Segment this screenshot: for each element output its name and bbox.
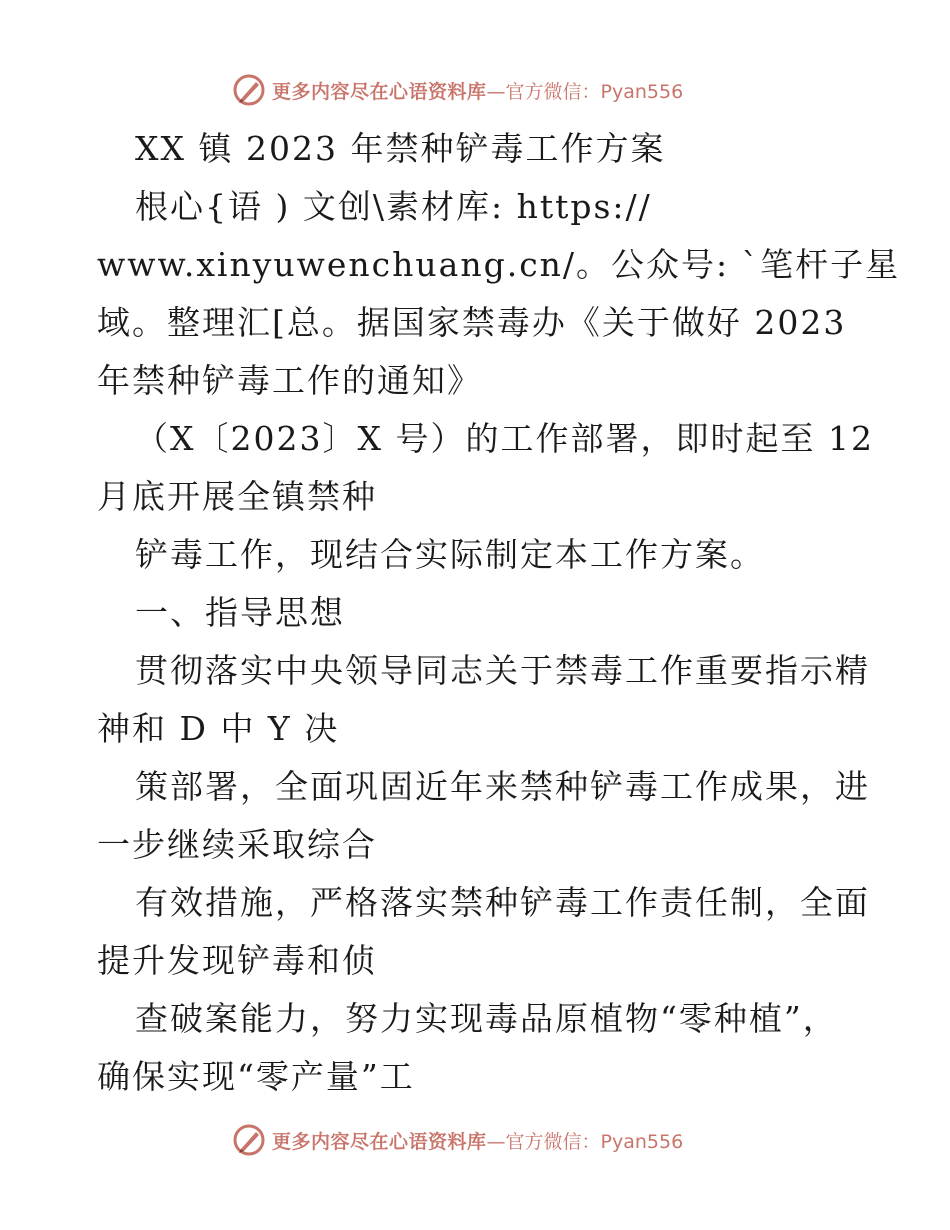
pen-logo-icon <box>232 1123 266 1157</box>
pen-logo-icon <box>232 73 266 107</box>
text-line: 月底开展全镇禁种 <box>97 477 377 516</box>
text-line: 贯彻落实中央领导同志关于禁毒工作重要指示精 <box>135 651 870 690</box>
banner-contact: —官方微信：Pyan556 <box>486 1130 684 1153</box>
text-line: 提升发现铲毒和侦 <box>97 941 377 980</box>
text-line: （X〔2023〕X 号）的工作部署，即时起至 12 <box>135 419 874 458</box>
text-line: 年禁种铲毒工作的通知》 <box>97 361 482 400</box>
text-line: www.xinyuwenchuang.cn/。公众号: `笔杆子星 <box>97 245 901 284</box>
text-line: 根心{语 ) 文创\素材库: https:// <box>135 187 652 226</box>
banner-contact: —官方微信：Pyan556 <box>486 80 684 103</box>
text-line: 神和 D 中 Y 决 <box>97 709 340 748</box>
document-title: XX 镇 2023 年禁种铲毒工作方案 <box>135 129 666 168</box>
text-line: 铲毒工作，现结合实际制定本工作方案。 <box>135 535 765 574</box>
section-heading: 一、指导思想 <box>135 593 345 632</box>
text-line: 查破案能力，努力实现毒品原植物“零种植”， <box>135 999 838 1038</box>
text-line: 一步继续采取综合 <box>97 825 377 864</box>
banner-slogan: 更多内容尽在心语资料库 <box>272 1130 487 1153</box>
text-line: 确保实现“零产量”工 <box>97 1057 415 1096</box>
text-line: 域。整理汇[总。据国家禁毒办《关于做好 2023 <box>97 303 847 342</box>
banner-slogan: 更多内容尽在心语资料库 <box>272 80 487 103</box>
text-line: 策部署，全面巩固近年来禁种铲毒工作成果，进 <box>135 767 870 806</box>
header-banner <box>232 72 683 108</box>
footer-banner <box>232 1122 683 1158</box>
text-line: 有效措施，严格落实禁种铲毒工作责任制，全面 <box>135 883 870 922</box>
document-body <box>97 120 901 1106</box>
